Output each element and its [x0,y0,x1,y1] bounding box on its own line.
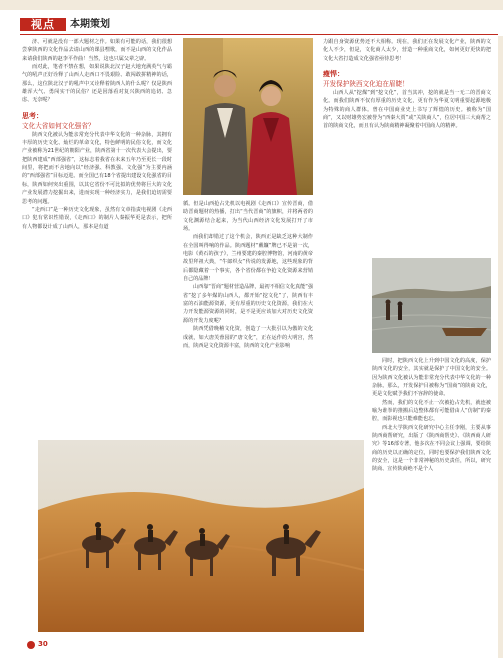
paragraph: 同时，把陕西文化上升到中国文化的高度，保护陕西文化的安全，其实就是保护了中国文化的安全。因为陕西文化被认为能非常充分代表中华文化的一种杂脉。那么，开发保护目被称为“国商”的陕商文化，更是文化赋予我们不容辞的使命。 [372,358,491,398]
drama-still-photo [183,38,313,195]
section-title: 本期策划 [70,19,110,30]
river-illustration [372,258,491,353]
column-2 [183,200,313,350]
page-number: 30 [38,640,48,648]
header-bar [0,0,503,10]
page-edge-shade [498,36,503,658]
paragraph: 济、可就是没有一部大题材之作。如果有可能的话，我们很想尝拿陕西的文化作品去请山西的课县嘿歌，而不是山西的文化作品来请我们陕西的赵李平作曲！当然，这也只属父辈之辟。 [22,39,172,62]
paragraph: 循。但是山西抢占先机以电视剧《走西口》宣传晋商，借助晋商题材的热播，打出“当代晋商”的旗帜，并将两者的文化渊源结合起来，为当代山西经济文化发展打开了市场。 [183,201,313,233]
drama-still-illustration [183,38,313,195]
paragraph: “走西口”是一种历史文化现象，虽然有文章指责电视剧《走西口》犯有常识性错误，《走西口》的制片人秦振华更是表示，把所有人物都设计成了山西人，那本是有道 [22,206,172,230]
section-heading: 思考： [22,111,43,120]
column-3-bottom [372,357,491,474]
section-heading: 瘦悍： [323,70,344,79]
header-divider [20,34,498,35]
camel-caravan-photo [38,440,364,632]
section-tag: 视点 [20,18,66,31]
paragraph: 力跟自身资源优势还不大相称。现在，我们正在发展文化产业，陕西的文化人不少，但是，文化商人太少，营造一种重商文化，如何更好更快的把文化大省打造成文化强省亟待思考！ [323,39,491,62]
paragraph: 西北大学陕西文化研究中心主任李刚，主要从事陕西商帮研究，出版了《陕西商帮史》、《陕西商人研究》等16部专著，他多次在不同会议上强调，要给陕商的历史以正确的定位，同时也要保护我们陕西文化的安全，这是一个非常神秘的历史责任，所以，研究陕商、宣传陕商绝不是个人 [372,424,491,473]
paragraph: 山西人从“挖煤”到“挖文化”，首当其冲，挖的就是当一无二的晋商文化。而我们陕西不仅有厚重的历史文化，更有作为华夏文明重要起源地极为特殊的商人群体。曾在中国商业史上书写了辉煌的历史。被称为“国商”，又以财雄势宏被誉为“西秦大贾”或“关陕商人”，位居中国三大商帮之首的陕商文化，而且有认为陕商精神凝聚着中国商人的精神。 [323,90,491,130]
river-photo [372,258,491,353]
column-1 [22,38,172,231]
section-subheading: 文化大省如何文化强省？ [22,121,95,130]
section-subheading: 开发保护陕西文化迫在眉睫！ [323,80,409,89]
paragraph: 而我们却错过了这个机会，陕西正是缺乏这种大制作在全国叫得响的作品。陕西题材“戴镰”牌已不是第一次，电影《黄石的孩子》，兰州要建的秦腔博物馆，河南的黄帝故里拜祖大典，“牛郎织女”传说的发源地，这些现象的背后都隐藏着一个事实，各个省份都在争抢文化资源来营销自己的品牌！ [183,234,313,283]
camel-caravan-illustration [38,440,364,632]
paragraph: 陕西文化被认为能亲常充分代表中华文化的一种杂脉，其拥有丰厚的历史文化、灿烂的革命文化，特色鲜明的民俗文化，而文化产业被称为21世纪的朝阳产业，陕西省第十一次代表大会提出，要把陕西建成“西部强省”，这标志着我省在未来五年乃至更长一段时间里，将把而不舍地向以“经济强、科教强、文化强”为主要内涵的“西部强省”目标迈进。而全国已有18个省提出建设文化强省的目标，陕西如何突出重围，以其它省份不可比拟的优势将巨大的文化产业发展潜力挖掘出来，进而实现一种经济实力，是我们迫切需要思考的问题。 [22,131,172,205]
column-3-top [323,38,491,131]
paragraph: 山西靠“晋商”题材营造品牌，最初不相信文化真能“强省”挖了多年煤的山西人，都开始“挖文化”了，陕西有丰富的石油能源资源，更有厚重的历史文化资源，我们在大力开发能源资源的同时，是不是更应该加大对历史文化资源的开发力度呢？ [183,284,313,324]
paragraph: 而对此，笔者不禁在想，如果说陕北汉子赵大地充满英气与霸气的吼声正好诠释了山西人走西口不畏艰险、敢闯敢拼精神的话，那么，这位陕北汉子的吼声中又诠释着陕西人的什么呢？仅是陕西雄浑大气、勇闯实干的民俗？还是因落看对复兴陕西的追切、急虑、无奈呢？ [22,64,172,104]
paragraph: 陕西凭借晚稽文化资，创造了一大批引以为傲的文化成就，如大唐芙蓉园的“唐文化”，正在运作的大明宫，然而，陕西是文化资源丰富，陕西的文化产业影响 [183,326,313,349]
page-number-marker [27,641,35,649]
paragraph: 然而，我们的文化不止一次被抢占先机，就连被喻为谁拳的推搬后边整体都有可能借由人“仿制”的秦腔，而影视也只能难能也忘， [372,399,491,423]
